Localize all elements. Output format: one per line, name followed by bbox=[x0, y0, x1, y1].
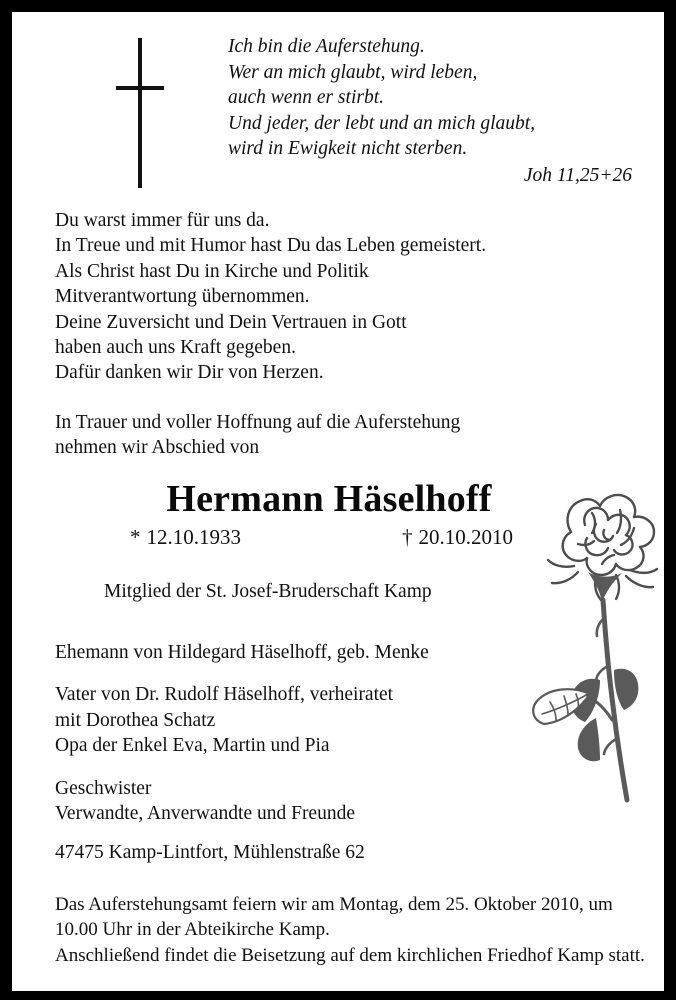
bible-verse bbox=[228, 34, 648, 188]
survivors-block bbox=[55, 640, 525, 826]
survivors-spacer-2 bbox=[55, 759, 525, 776]
life-dates bbox=[12, 525, 664, 557]
cross-horizontal-bar bbox=[116, 86, 164, 90]
deceased-name: Hermann Häselhoff bbox=[166, 478, 492, 520]
verse-line-4: Und jeder, der lebt und an mich glaubt, bbox=[228, 112, 536, 134]
farewell-line-2: nehmen wir Abschied von bbox=[55, 437, 260, 459]
death-dagger-icon: † bbox=[402, 525, 413, 549]
verse-citation: Joh 11,25+26 bbox=[523, 164, 632, 186]
birth-date-value: 12.10.1933 bbox=[146, 525, 241, 549]
service-info bbox=[55, 892, 651, 968]
service-paragraph-1: Das Auferstehungsamt feiern wir am Montag, dem 25. Oktober 2010, um 10.00 Uhr in der Abteikirche Kamp. bbox=[55, 894, 613, 941]
tribute-line-2: In Treue und mit Humor hast Du das Leben gemeistert. bbox=[55, 235, 487, 257]
survivors-spacer-1 bbox=[55, 665, 525, 682]
cross-vertical-bar bbox=[138, 38, 142, 188]
birth-date bbox=[130, 525, 241, 550]
latin-cross-icon bbox=[116, 38, 168, 188]
paragraph-spacer bbox=[55, 386, 655, 410]
tribute-line-4: Mitverantwortung übernommen. bbox=[55, 286, 310, 308]
membership-line: Mitglied der St. Josef-Bruderschaft Kamp bbox=[104, 581, 432, 602]
farewell-line-1: In Trauer und voller Hoffnung auf die Auferstehung bbox=[55, 411, 461, 433]
tribute-line-3: Als Christ hast Du in Kirche und Politik bbox=[55, 260, 369, 282]
deceased-block bbox=[12, 477, 664, 604]
birth-star-icon: * bbox=[130, 525, 141, 549]
relatives-line: Verwandte, Anverwandte und Freunde bbox=[55, 803, 355, 825]
death-date-value: 20.10.2010 bbox=[418, 525, 513, 549]
verse-line-5: wird in Ewigkeit nicht sterben. bbox=[228, 138, 468, 159]
tribute-line-5: Deine Zuversicht und Dein Vertrauen in Gott bbox=[55, 311, 407, 333]
death-date bbox=[402, 525, 513, 550]
notice-header bbox=[12, 12, 664, 204]
tribute-line-1: Du warst immer für uns da. bbox=[55, 210, 270, 231]
children-line-2: mit Dorothea Schatz bbox=[55, 709, 216, 731]
tribute-line-7: Dafür danken wir Dir von Herzen. bbox=[55, 362, 324, 384]
address-line: 47475 Kamp-Lintfort, Mühlenstraße 62 bbox=[55, 842, 365, 863]
notice-page bbox=[12, 12, 664, 991]
verse-line-2: Wer an mich glaubt, wird leben, bbox=[228, 61, 478, 83]
spouse-line: Ehemann von Hildegard Häselhoff, geb. Menke bbox=[55, 642, 429, 663]
siblings-line: Geschwister bbox=[55, 777, 152, 799]
service-paragraph-2: Anschließend findet die Beisetzung auf dem kirchlichen Friedhof Kamp statt. bbox=[55, 944, 645, 966]
verse-line-3: auch wenn er stirbt. bbox=[228, 87, 384, 108]
tribute-line-6: haben auch uns Kraft gegeben. bbox=[55, 337, 296, 359]
children-line-1: Vater von Dr. Rudolf Häselhoff, verheiratet bbox=[55, 684, 394, 706]
tribute-text bbox=[55, 208, 655, 461]
grandchildren-line: Opa der Enkel Eva, Martin und Pia bbox=[55, 735, 330, 757]
verse-line-1: Ich bin die Auferstehung. bbox=[228, 36, 425, 57]
